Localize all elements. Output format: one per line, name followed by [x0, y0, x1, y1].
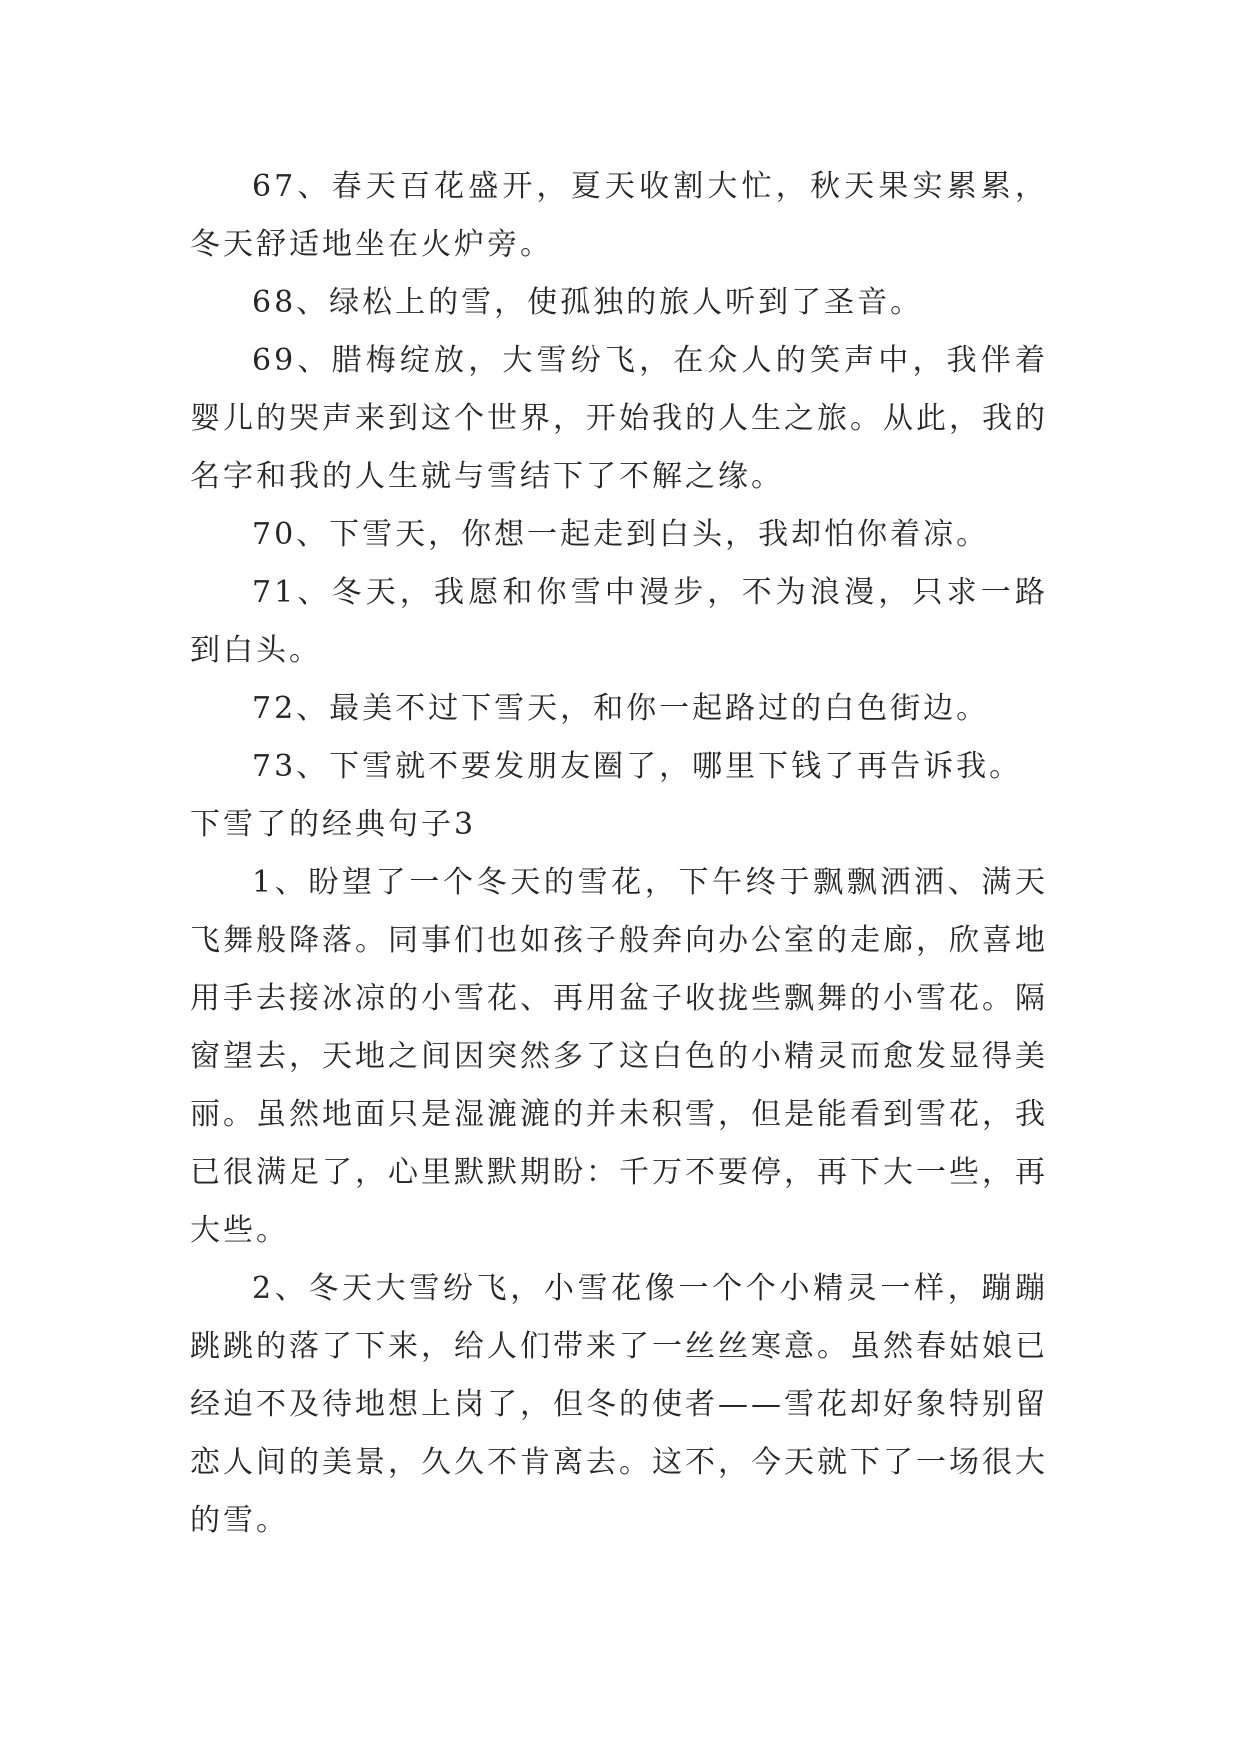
paragraph-71: 71、冬天，我愿和你雪中漫步，不为浪漫，只求一路到白头。	[190, 575, 1048, 668]
paragraph-1: 1、盼望了一个冬天的雪花，下午终于飘飘洒洒、满天飞舞般降落。同事们也如孩子般奔向办公室的走廊，欣喜地用手去接冰凉的小雪花、再用盆子收拢些飘舞的小雪花。隔窗望去，天地之间因突然多了这白色的小精灵而愈发显得美丽。虽然地面只是湿漉漉的并未积雪，但是能看到雪花，我已很满足了，心里默默期盼：千万不要停，再下大一些，再大些。	[190, 865, 1048, 1248]
paragraph-73: 73、下雪就不要发朋友圈了，哪里下钱了再告诉我。	[252, 749, 1023, 784]
paragraph-68: 68、绿松上的雪，使孤独的旅人听到了圣音。	[252, 285, 924, 320]
section-heading: 下雪了的经典句子3	[190, 807, 477, 842]
paragraph-67: 67、春天百花盛开，夏天收割大忙，秋天果实累累，冬天舒适地坐在火炉旁。	[190, 169, 1048, 262]
paragraph-72: 72、最美不过下雪天，和你一起路过的白色街边。	[252, 691, 990, 726]
paragraph-69: 69、腊梅绽放，大雪纷飞，在众人的笑声中，我伴着婴儿的哭声来到这个世界，开始我的人生之旅。从此，我的名字和我的人生就与雪结下了不解之缘。	[190, 343, 1048, 494]
paragraph-2: 2、冬天大雪纷飞，小雪花像一个个小精灵一样，蹦蹦跳跳的落了下来，给人们带来了一丝丝寒意。虽然春姑娘已经迫不及待地想上岗了，但冬的使者——雪花却好象特别留恋人间的美景，久久不肯离去。这不，今天就下了一场很大的雪。	[190, 1271, 1048, 1538]
paragraph-70: 70、下雪天，你想一起走到白头，我却怕你着凉。	[252, 517, 990, 552]
document-body	[190, 158, 1048, 1550]
